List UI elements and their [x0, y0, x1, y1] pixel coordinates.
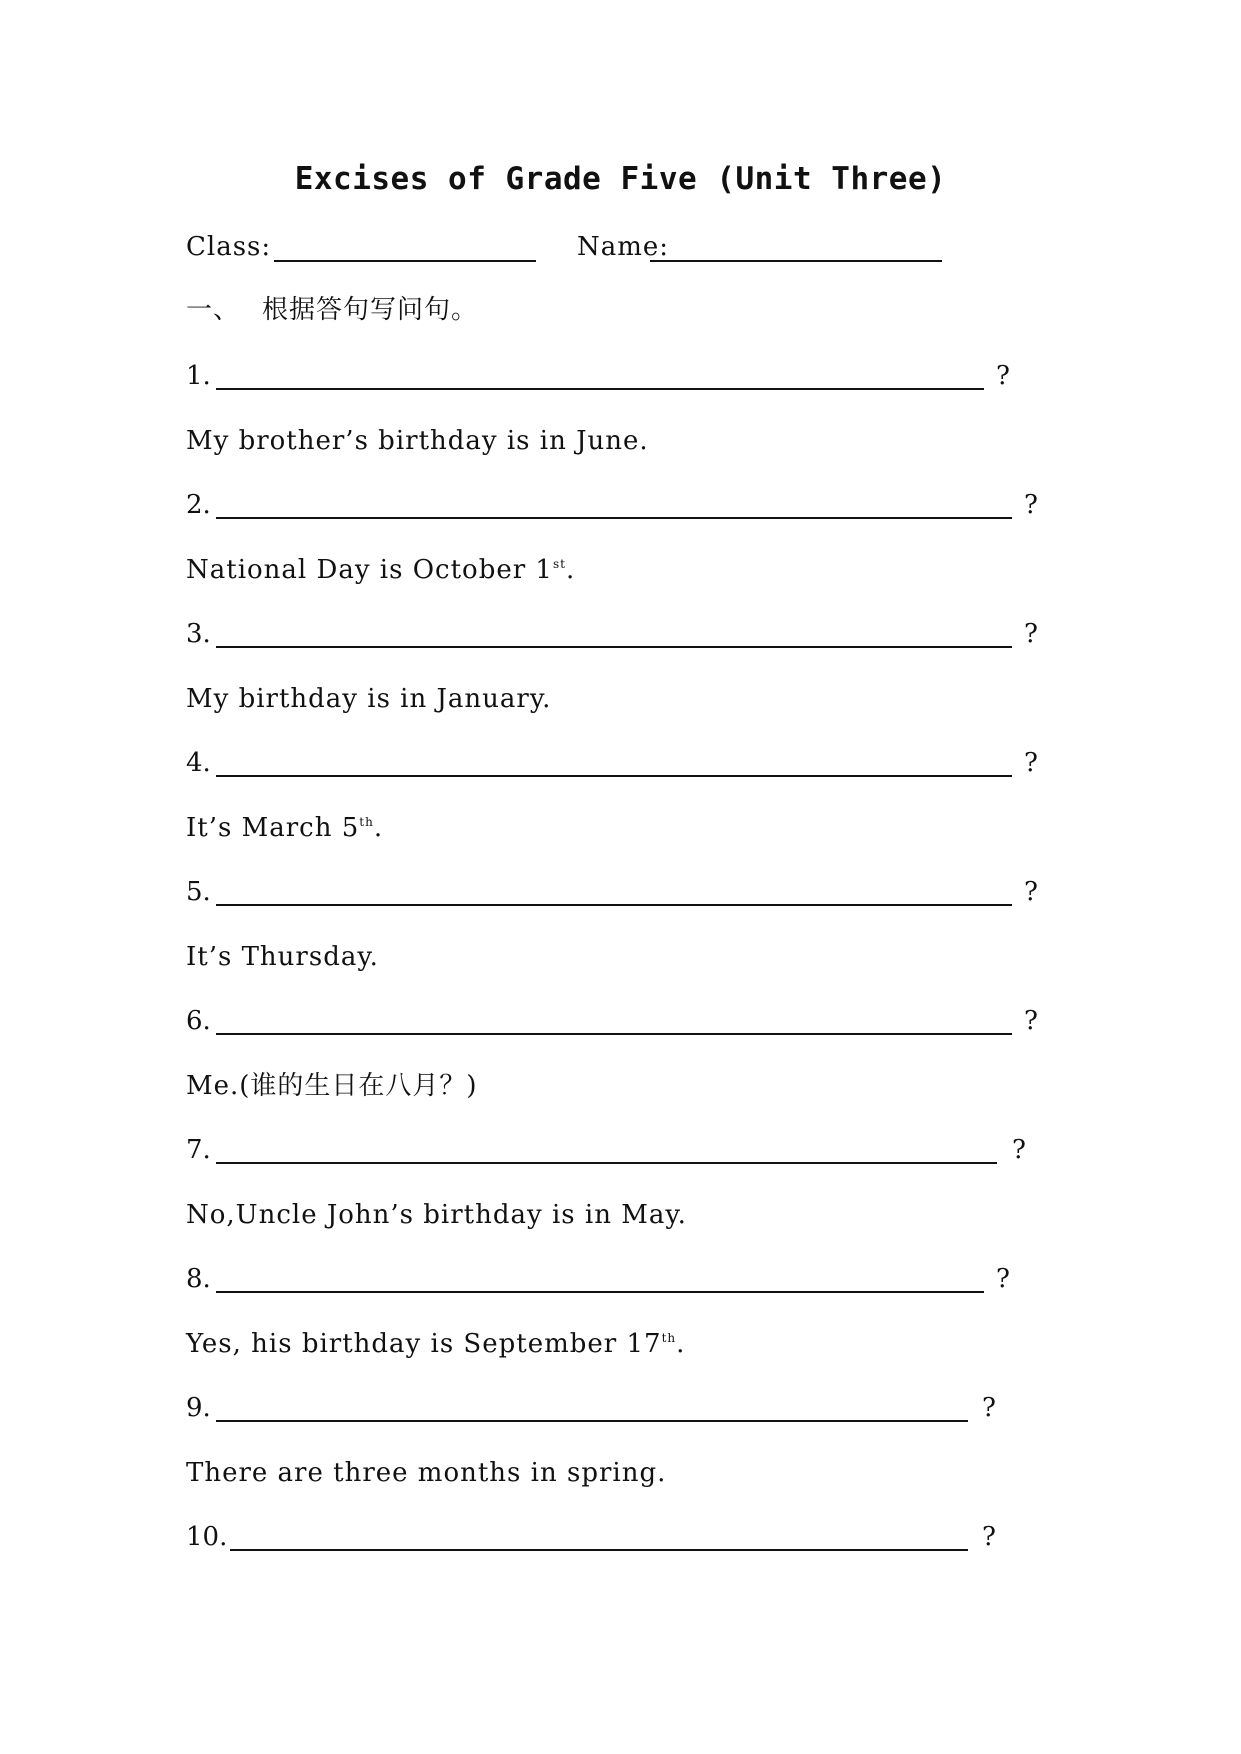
question-number: 1.	[186, 361, 211, 391]
answer-tail: .	[676, 1329, 686, 1359]
ordinal-suffix: th	[661, 1331, 677, 1345]
answer-text: It’s March 5	[186, 813, 360, 843]
ordinal-suffix: th	[359, 815, 374, 829]
question-number: 8.	[186, 1264, 211, 1294]
answer-sentence: My birthday is in January.	[186, 684, 552, 714]
answer-sentence: No,Uncle John’s birthday is in May.	[186, 1200, 687, 1230]
question-mark: ?	[1024, 619, 1038, 649]
question-number: 3.	[186, 619, 211, 649]
question-blank[interactable]	[230, 1549, 968, 1551]
answer-sentence: Me.(谁的生日在八月？)	[186, 1071, 478, 1101]
name-blank[interactable]	[650, 260, 942, 262]
answer-sentence: There are three months in spring.	[186, 1458, 667, 1488]
answer-sentence: It’s Thursday.	[186, 942, 379, 972]
answer-tail: .	[565, 555, 576, 585]
answer-tail: .	[373, 813, 384, 843]
question-blank[interactable]	[216, 904, 1012, 906]
question-blank[interactable]	[216, 517, 1012, 519]
question-mark: ?	[1024, 1006, 1038, 1036]
answer-sentence	[186, 553, 575, 587]
question-number: 10.	[186, 1522, 228, 1552]
question-number: 2.	[186, 490, 211, 520]
question-mark: ?	[1024, 490, 1038, 520]
question-mark: ?	[1024, 748, 1038, 778]
answer-text: Yes, his birthday is September 17	[186, 1329, 662, 1359]
question-blank[interactable]	[216, 1291, 984, 1293]
question-mark: ?	[1012, 1135, 1026, 1165]
worksheet-title: Excises of Grade Five (Unit Three)	[294, 161, 947, 197]
name-label: Name:	[577, 232, 670, 262]
class-label: Class:	[186, 232, 272, 262]
question-blank[interactable]	[216, 1420, 968, 1422]
question-blank[interactable]	[216, 775, 1012, 777]
section-number: 一、	[186, 295, 241, 325]
answer-sentence	[186, 1327, 685, 1361]
section-instruction: 根据答句写问句。	[262, 295, 479, 325]
ordinal-suffix: st	[552, 557, 566, 571]
question-number: 9.	[186, 1393, 211, 1423]
answer-sentence	[186, 811, 383, 845]
question-number: 5.	[186, 877, 211, 907]
question-mark: ?	[996, 361, 1010, 391]
question-blank[interactable]	[216, 1033, 1012, 1035]
question-blank[interactable]	[216, 646, 1012, 648]
question-mark: ?	[996, 1264, 1010, 1294]
answer-sentence: My brother’s birthday is in June.	[186, 426, 649, 456]
class-blank[interactable]	[274, 260, 536, 262]
question-mark: ?	[982, 1393, 996, 1423]
question-blank[interactable]	[216, 388, 984, 390]
question-number: 6.	[186, 1006, 211, 1036]
question-blank[interactable]	[216, 1162, 997, 1164]
question-number: 7.	[186, 1135, 211, 1165]
question-number: 4.	[186, 748, 211, 778]
answer-text: National Day is October 1	[186, 555, 553, 585]
question-mark: ?	[1024, 877, 1038, 907]
question-mark: ?	[982, 1522, 996, 1552]
